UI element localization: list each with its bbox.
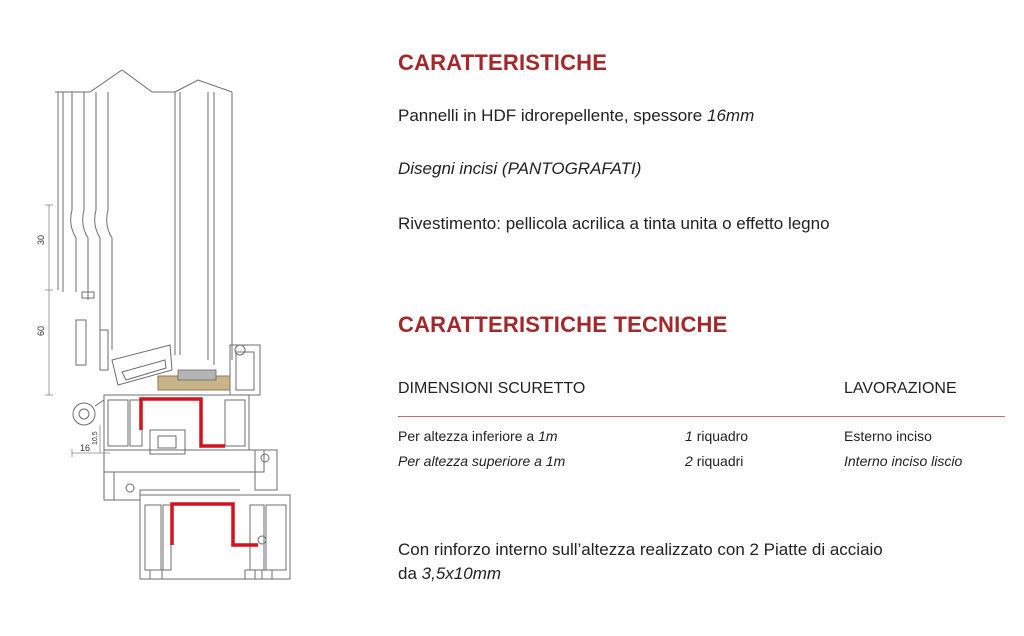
row-1-label-prefix: Per altezza inferiore a [398, 428, 535, 444]
row-2-label-prefix: Per altezza superiore a [398, 453, 542, 469]
reinforcement-note-line2 [398, 564, 501, 584]
table-row-1-label [398, 428, 558, 444]
feature-panels [398, 106, 754, 126]
mullion-outline [175, 92, 232, 365]
column-header-dimensions: DIMENSIONI SCURETTO [398, 380, 586, 397]
row-1-count-unit: riquadro [696, 428, 749, 444]
row-2-label-value: 1m [545, 453, 566, 469]
shutter-panel-outline [55, 70, 232, 370]
dim-label-16: 16 [80, 443, 91, 453]
dim-label-30: 30 [36, 234, 46, 245]
note-prefix: da [398, 564, 417, 583]
section-title-features: CARATTERISTICHE [398, 50, 608, 75]
row-2-count-unit: riquadri [696, 453, 744, 469]
dim-label-60: 60 [36, 325, 46, 336]
steel-plate-lower [172, 504, 258, 545]
row-2-count-num: 2 [685, 453, 693, 469]
feature-panels-thickness: 16mm [707, 106, 755, 125]
table-row-2-count [685, 453, 743, 469]
steel-plate-upper [141, 399, 225, 446]
table-row-2-finish: Interno inciso liscio [844, 453, 963, 469]
table-row-2-label [398, 453, 565, 469]
table-row-1-finish: Esterno inciso [844, 428, 932, 444]
sash-profile [104, 345, 277, 490]
frame-profile [104, 472, 290, 579]
hinge-pin [73, 400, 104, 425]
table-row-1-count [685, 428, 748, 444]
dim-label-10-5: 10,5 [92, 431, 99, 445]
feature-engraving: Disegni incisi (PANTOGRAFATI) [398, 159, 642, 178]
table-divider [398, 416, 1005, 417]
row-1-label-value: 1m [538, 428, 558, 444]
profile-section-drawing [0, 0, 360, 636]
column-header-processing: LAVORAZIONE [844, 380, 957, 397]
note-value: 3,5x10mm [421, 564, 502, 583]
reinforcement-note-line1: Con rinforzo interno sull’altezza realizzato con 2 Piatte di acciaio [398, 540, 883, 559]
section-title-technical: CARATTERISTICHE TECNICHE [398, 312, 728, 337]
feature-panels-text: Pannelli in HDF idrorepellente, spessore [398, 106, 703, 125]
row-1-count-num: 1 [685, 428, 693, 444]
feature-coating: Rivestimento: pellicola acrilica a tinta unita o effetto legno [398, 214, 830, 233]
